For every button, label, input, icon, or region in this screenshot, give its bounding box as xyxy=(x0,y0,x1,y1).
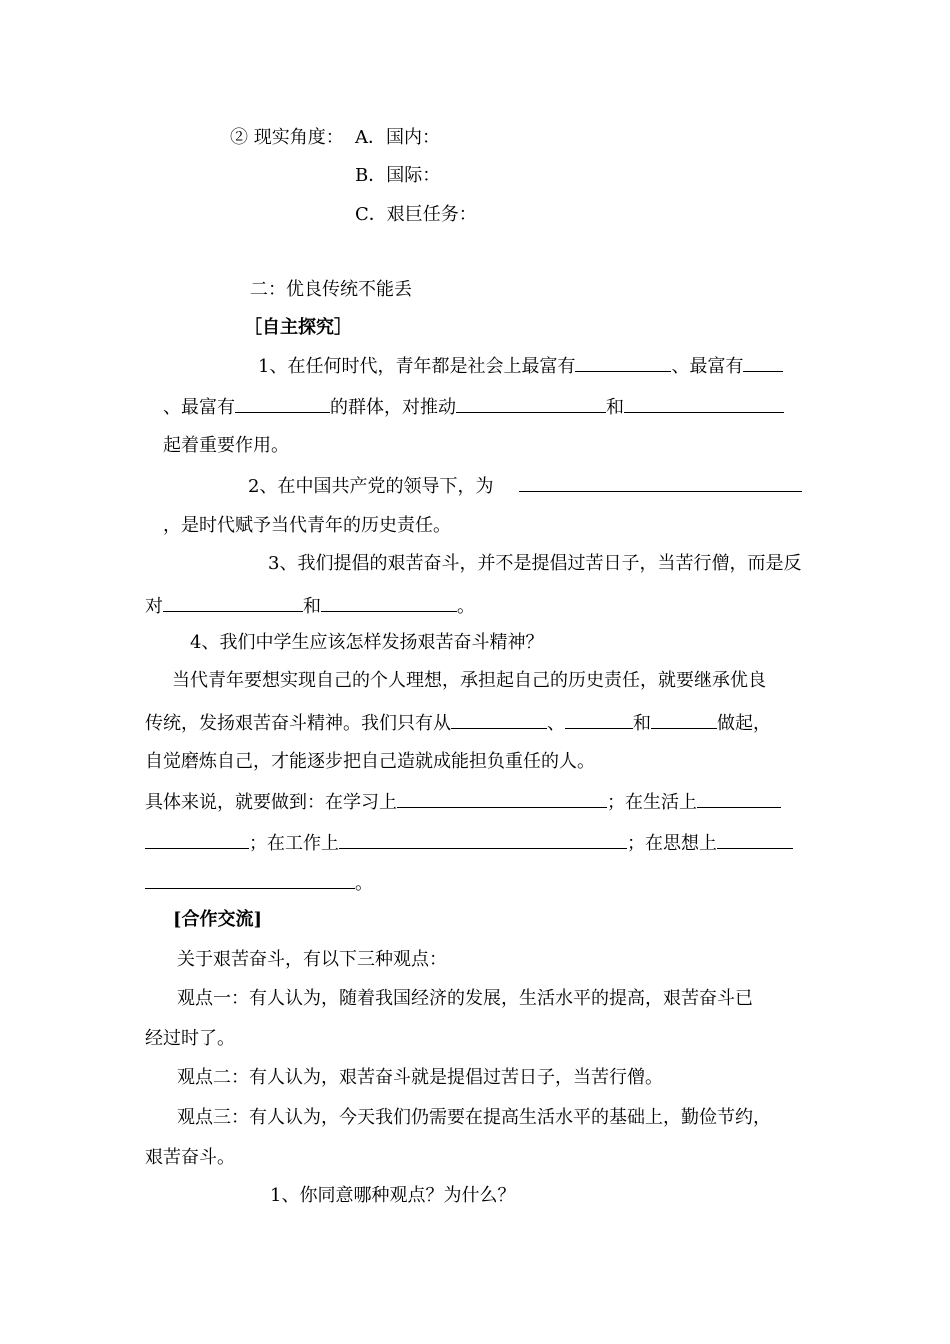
blank-field[interactable] xyxy=(235,394,330,413)
cooperation-intro: 关于艰苦奋斗，有以下三种观点： xyxy=(177,949,447,970)
q1-line3: 起着重要作用。 xyxy=(163,435,289,456)
q1-text-c: 、最富有 xyxy=(163,397,235,418)
option-c-tasks: C．艰巨任务： xyxy=(355,204,477,225)
q3-text-b: 对 xyxy=(145,596,163,617)
p2-text-c: 和 xyxy=(633,713,651,734)
q2-text-a: 2、在中国共产党的领导下，为 xyxy=(248,476,494,497)
blank-field[interactable] xyxy=(575,353,671,372)
answer-line4 xyxy=(145,789,781,815)
q2-line2: ，是时代赋予当代青年的历史责任。 xyxy=(163,515,451,536)
item2-label: ② 现实角度： xyxy=(230,127,344,148)
q2-line1 xyxy=(248,473,802,499)
q3-text-c: 和 xyxy=(303,596,321,617)
p5-text-b: ；在思想上 xyxy=(627,833,717,854)
blank-field[interactable] xyxy=(697,789,781,808)
blank-field[interactable] xyxy=(651,710,717,729)
view1-line2: 经过时了。 xyxy=(145,1028,235,1049)
q3-text-d: 。 xyxy=(457,596,475,617)
q1-text-b: 、最富有 xyxy=(671,356,744,377)
section-two-title: 二：优良传统不能丢 xyxy=(250,279,412,300)
cooperation-heading: [合作交流] xyxy=(173,909,263,930)
blank-field[interactable] xyxy=(145,830,249,849)
blank-field[interactable] xyxy=(339,830,627,849)
cooperation-question1: 1、你同意哪种观点？为什么？ xyxy=(270,1185,516,1206)
view3-line1: 观点三：有人认为，今天我们仍需要在提高生活水平的基础上，勤俭节约， xyxy=(177,1107,771,1128)
p2-text-d: 做起， xyxy=(717,713,771,734)
blank-field[interactable] xyxy=(717,830,793,849)
blank-field[interactable] xyxy=(624,394,784,413)
q1-text-a: 1、在任何时代，青年都是社会上最富有 xyxy=(258,356,576,377)
view1-line1: 观点一：有人认为，随着我国经济的发展，生活水平的提高，艰苦奋斗已 xyxy=(177,988,753,1009)
view2: 观点二：有人认为，艰苦奋斗就是提倡过苦日子，当苦行僧。 xyxy=(177,1067,663,1088)
blank-field[interactable] xyxy=(321,593,457,612)
answer-line3: 自觉磨炼自己，才能逐步把自己造就成能担负重任的人。 xyxy=(145,751,595,772)
answer-line1: 当代青年要想实现自己的个人理想，承担起自己的历史责任，就要继承优良 xyxy=(172,670,766,691)
p4-text-b: ；在生活上 xyxy=(607,792,697,813)
answer-line6 xyxy=(145,870,373,896)
q1-text-d: 的群体，对推动 xyxy=(330,397,456,418)
blank-field[interactable] xyxy=(743,353,783,372)
blank-field[interactable] xyxy=(456,394,606,413)
answer-line5 xyxy=(145,830,793,856)
option-b-international: B．国际： xyxy=(355,165,441,186)
answer-line2 xyxy=(145,710,771,736)
p2-text-a: 传统，发扬艰苦奋斗精神。我们只有从 xyxy=(145,713,451,734)
q1-line1 xyxy=(258,353,783,379)
q3-line1: 3、我们提倡的艰苦奋斗，并不是提倡过苦日子，当苦行僧，而是反 xyxy=(268,553,802,574)
blank-field[interactable] xyxy=(145,870,355,889)
view3-line2: 艰苦奋斗。 xyxy=(145,1147,235,1168)
q3-line2 xyxy=(145,593,475,619)
q1-line2 xyxy=(163,394,784,420)
q1-text-e: 和 xyxy=(606,397,624,418)
blank-field[interactable] xyxy=(397,789,607,808)
p4-text-a: 具体来说，就要做到：在学习上 xyxy=(145,792,397,813)
q4-question: 4、我们中学生应该怎样发扬艰苦奋斗精神？ xyxy=(190,632,544,653)
blank-field[interactable] xyxy=(565,710,633,729)
blank-field[interactable] xyxy=(451,710,547,729)
blank-field[interactable] xyxy=(163,593,303,612)
blank-field[interactable] xyxy=(519,473,802,492)
p5-text-a: ；在工作上 xyxy=(249,833,339,854)
explore-heading: ［自主探究］ xyxy=(244,317,352,338)
p6-text: 。 xyxy=(355,873,373,894)
option-a-domestic: A．国内： xyxy=(355,127,440,148)
p2-text-b: 、 xyxy=(547,713,565,734)
